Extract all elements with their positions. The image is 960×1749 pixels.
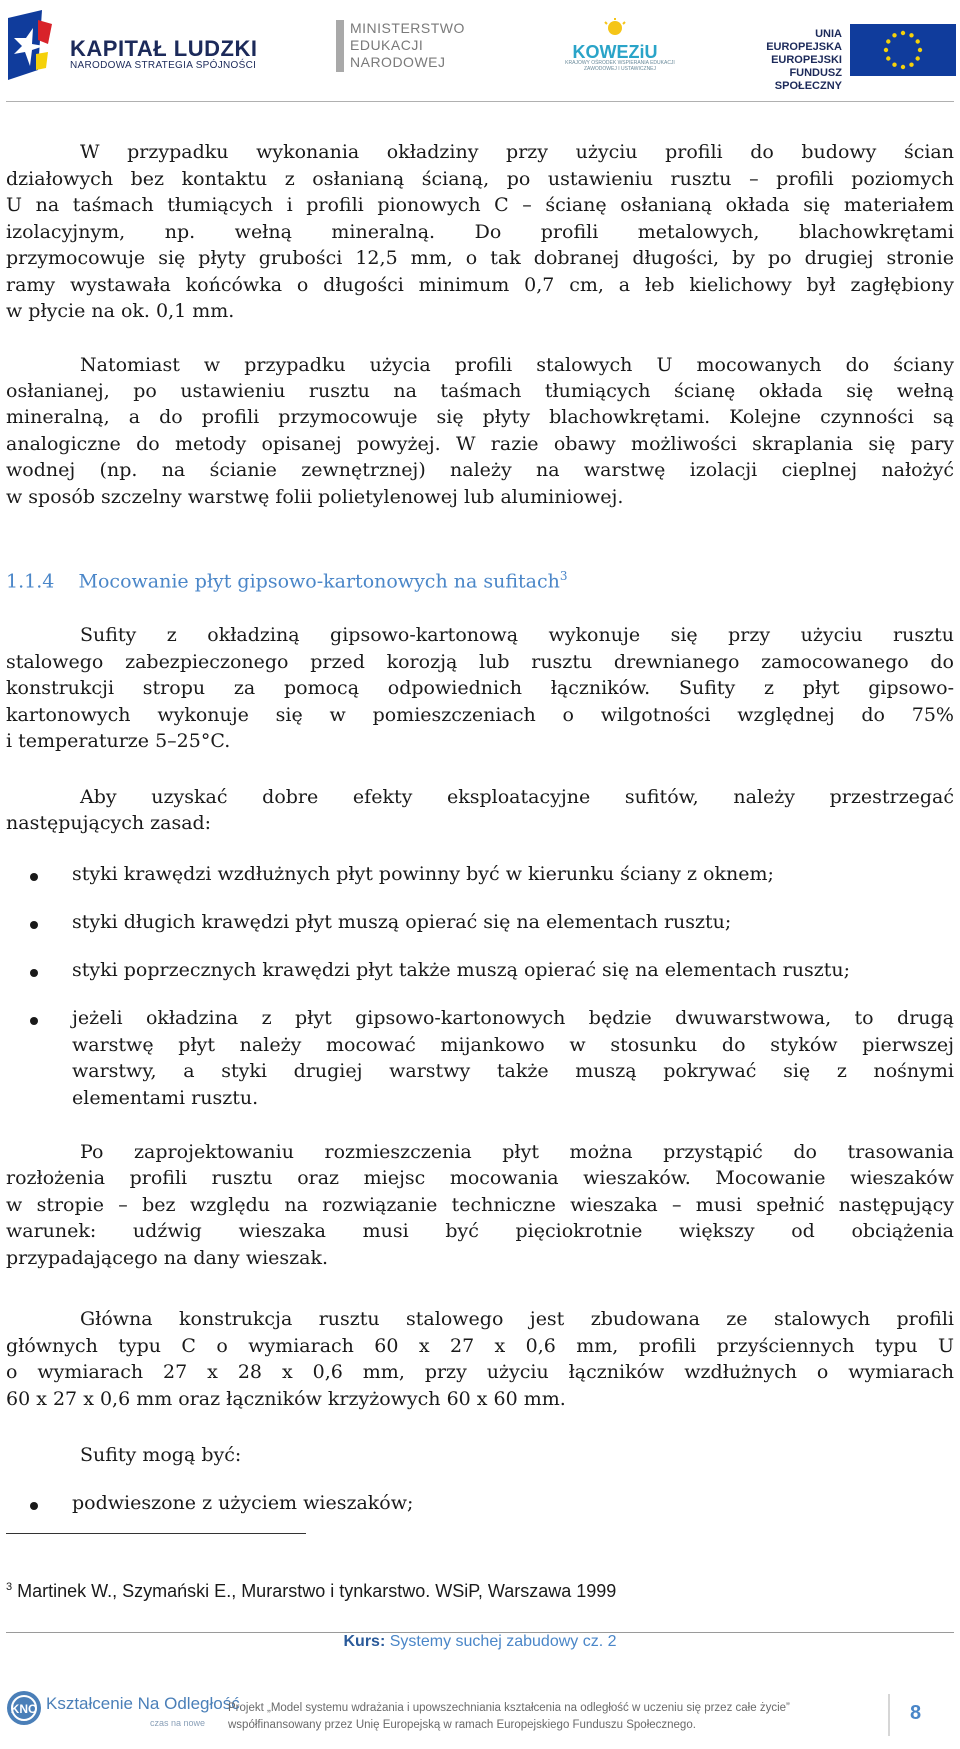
eu-star-icon <box>901 31 905 35</box>
footnote-rule <box>6 1533 306 1534</box>
p2-line-1: Natomiast w przypadku użycia profili stalowych U mocowanych do ściany <box>80 354 954 376</box>
eu-flag-icon <box>850 24 956 76</box>
p3-line-2: stalowego zabezpieczonego przed korozją lub rusztu drewnianego zamocowanego do <box>6 651 954 673</box>
p6-line-3: o wymiarach 27 x 28 x 0,6 mm, przy użyciu łączników wzdłużnych o wymiarach <box>6 1361 954 1383</box>
p5-line-3: w stropie – bez względu na rozwiązanie techniczne wieszaka – musi spełnić następujący <box>6 1194 954 1216</box>
project-line-1: Projekt „Model systemu wdrażania i upowszechniania kształcenia na odległość w uczeniu się przez całe życie” <box>228 1702 790 1714</box>
eu-star-icon <box>884 48 888 52</box>
p1-line-6: ramy wystawała końcówka o długości minimum 0,7 cm, a łeb kielichowy był zagłębiony <box>6 274 954 296</box>
bullet-dot-4 <box>30 1017 38 1025</box>
svg-text:KNO: KNO <box>10 1702 38 1716</box>
bullet-item-4-line-2: warstwę płyt należy mocować mijankowo w stosunku do styków pierwszej <box>72 1034 954 1056</box>
kapital-ludzki-subtitle: NARODOWA STRATEGIA SPÓJNOŚCI <box>70 60 257 71</box>
eu-logo-text: UNIA EUROPEJSKA EUROPEJSKI FUNDUSZ SPOŁECZNY <box>766 28 842 92</box>
project-line-2: współfinansowany przez Unię Europejską w ramach Europejskiego Funduszu Społecznego. <box>228 1719 696 1731</box>
p3-line-5: i temperaturze 5–25°C. <box>6 730 231 752</box>
course-label <box>6 1633 954 1651</box>
section-number: 1.1.4 <box>6 570 55 593</box>
p1-line-3: U na taśmach tłumiących i profili pionowych C – ścianę osłanianą okłada się materiałem <box>6 194 954 216</box>
eu-star-icon <box>918 48 922 52</box>
kapital-ludzki-title: KAPITAŁ LUDZKI <box>70 36 258 61</box>
p3-line-4: kartonowych wykonuje się w pomieszczeniach o wilgotności względnej do 75% <box>6 704 954 726</box>
eu-star-icon <box>892 63 896 67</box>
bullet-item-1: styki krawędzi wzdłużnych płyt powinny być w kierunku ściany z oknem; <box>72 863 774 885</box>
p2-line-5: wodnej (np. na ścianie zewnętrznej) należy na warstwę izolacji cieplnej nałożyć <box>6 459 954 481</box>
ministry-logo-text: MINISTERSTWO EDUKACJI NARODOWEJ <box>350 20 465 70</box>
eu-star-icon <box>886 39 890 43</box>
p6-line-2: głównych typu C o wymiarach 60 x 27 x 0,6 mm, profili przyściennych typu U <box>6 1335 954 1357</box>
p5-line-4: warunek: udźwig wieszaka musi być pięciokrotnie większy od obciążenia <box>6 1220 954 1242</box>
p5-line-2: rozłożenia profili rusztu oraz miejsc mocowania wieszaków. Mocowanie wieszaków <box>6 1167 954 1189</box>
p1-line-5: przymocowuje się płyty grubości 12,5 mm, o tak dobranej długości, by po drugiej stronie <box>6 247 954 269</box>
p6-line-4: 60 x 27 x 0,6 mm oraz łączników krzyżowych 60 x 60 mm. <box>6 1388 566 1410</box>
section-heading <box>6 569 567 592</box>
p6-line-1: Główna konstrukcja rusztu stalowego jest zbudowana ze stalowych profili <box>80 1308 954 1330</box>
bullet-item-4-line-4: elementami rusztu. <box>72 1087 259 1109</box>
kno-subtitle: czas na nowe <box>150 1718 206 1728</box>
kowez-subtitle: KRAJOWY OŚRODEK WSPIERANIA EDUKACJI ZAWODOWEJ I USTAWICZNEJ <box>565 60 675 72</box>
header-rule <box>6 101 954 102</box>
kno-title: Kształcenie Na Odległość <box>46 1694 240 1713</box>
eu-star-icon <box>916 39 920 43</box>
p1-line-7: w płycie na ok. 0,1 mm. <box>6 300 235 322</box>
p1-line-1: W przypadku wykonania okładziny przy użyciu profili do budowy ścian <box>80 141 954 163</box>
section-title: Mocowanie płyt gipsowo-kartonowych na sufitach <box>78 570 560 593</box>
course-title: Systemy suchej zabudowy cz. 2 <box>389 1633 617 1650</box>
footnote <box>6 1581 616 1602</box>
p5-line-1: Po zaprojektowaniu rozmieszczenia płyt można przystąpić do trasowania <box>80 1141 954 1163</box>
kapital-ludzki-logo-icon <box>8 10 52 80</box>
eu-star-icon <box>901 65 905 69</box>
p2-line-3: mineralną, a do profili przymocowuje się płyty blachowkrętami. Kolejne czynności są <box>6 406 954 428</box>
p4-line-2: następujących zasad: <box>6 812 212 834</box>
footnote-number: 3 <box>6 1581 13 1593</box>
p3-line-3: konstrukcji stropu za pomocą odpowiednich łączników. Sufity z płyt gipsowo- <box>6 677 954 699</box>
p2-line-4: analogiczne do metody opisanej powyżej. W razie obawy możliwości skraplania się pary <box>6 433 954 455</box>
p1-line-4: izolacyjnym, np. wełną mineralną. Do profili metalowych, blachowkrętami <box>6 221 954 243</box>
bullet-item-5: podwieszone z użyciem wieszaków; <box>72 1492 414 1514</box>
bullet-item-4-line-1: jeżeli okładzina z płyt gipsowo-kartonowych będzie dwuwarstwowa, to drugą <box>72 1007 954 1029</box>
p2-line-2: osłanianej, po ustawieniu rusztu na taśmach tłumiących ścianę okłada się wełną <box>6 380 954 402</box>
ministry-emblem-icon <box>336 20 344 72</box>
bullet-dot-3 <box>30 969 38 977</box>
footnote-text: Martinek W., Szymański E., Murarstwo i tynkarstwo. WSiP, Warszawa 1999 <box>17 1581 617 1601</box>
bullet-dot-5 <box>30 1502 38 1510</box>
eu-star-icon <box>892 33 896 37</box>
p3-line-1: Sufity z okładziną gipsowo-kartonową wykonuje się przy użyciu rusztu <box>80 624 954 646</box>
bullet-item-4-line-3: warstwy, a styki drugiej warstwy także muszą pokrywać się z nośnymi <box>72 1060 954 1082</box>
project-note <box>228 1700 790 1734</box>
p5-line-5: przypadającego na dany wieszak. <box>6 1247 329 1269</box>
course-label-prefix: Kurs: <box>343 1633 386 1650</box>
kno-logo-icon <box>6 1690 42 1726</box>
bullet-item-2: styki długich krawędzi płyt muszą opierać się na elementach rusztu; <box>72 911 732 933</box>
p7-line-1: Sufity mogą być: <box>80 1444 242 1466</box>
svg-text:KOWEZiU: KOWEZiU <box>572 42 658 62</box>
eu-star-icon <box>886 56 890 60</box>
eu-star-icon <box>909 63 913 67</box>
footnote-ref: 3 <box>559 569 568 583</box>
p2-line-6: w sposób szczelny warstwę folii polietylenowej lub aluminiowej. <box>6 486 624 508</box>
bullet-dot-2 <box>30 921 38 929</box>
p4-line-1: Aby uzyskać dobre efekty eksploatacyjne sufitów, należy przestrzegać <box>80 786 954 808</box>
bullet-dot-1 <box>30 873 38 881</box>
page-number: 8 <box>910 1702 922 1724</box>
eu-star-icon <box>916 56 920 60</box>
eu-star-icon <box>909 33 913 37</box>
page-number-separator <box>888 1694 890 1736</box>
p1-line-2: działowych bez kontaktu z osłanianą ścianą, po ustawieniu rusztu – profili poziomych <box>6 168 954 190</box>
bullet-item-3: styki poprzecznych krawędzi płyt także muszą opierać się na elementach rusztu; <box>72 959 851 981</box>
